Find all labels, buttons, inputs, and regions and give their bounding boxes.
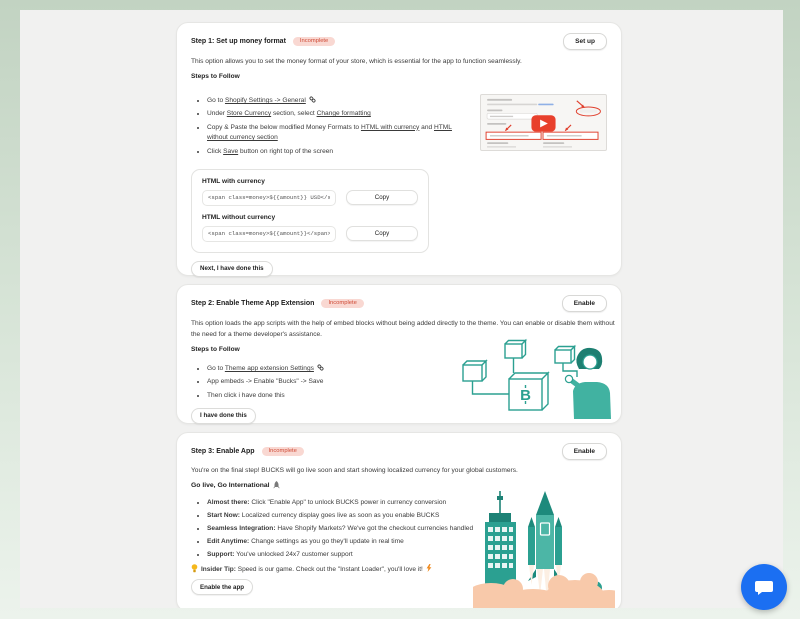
- theme-extension-settings-link[interactable]: Theme app extension Settings: [224, 365, 314, 372]
- step2-description: This option loads the app scripts with the help of embed blocks without being added directly to the theme. You can enable or disable them without the need for a theme developer's assistance.: [191, 320, 615, 338]
- bullet-text: Have Shopify Markets? We've got the checkout currencies handled: [275, 524, 474, 532]
- step3-enable-app-button[interactable]: Enable the app: [191, 579, 253, 595]
- app-page: [20, 10, 783, 608]
- list-item: [207, 524, 477, 534]
- lightbulb-icon: [191, 564, 198, 573]
- bullet-text: Under: [207, 110, 227, 118]
- step2-card: [176, 284, 622, 424]
- step3-headline: Go live, Go International: [191, 481, 270, 489]
- step1-card: [176, 22, 622, 276]
- step2-title: Step 2: Enable Theme App Extension: [191, 300, 315, 307]
- lightning-icon: [426, 564, 432, 572]
- tip-label: Insider Tip:: [201, 566, 236, 574]
- step2-enable-button[interactable]: Enable: [562, 295, 607, 312]
- link-icon: [309, 96, 316, 103]
- copy-button[interactable]: Copy: [346, 226, 418, 241]
- step1-bullet-list: [191, 96, 473, 160]
- bullet-text: button on right top of the screen: [238, 147, 334, 155]
- html-with-currency-label: HTML with currency: [202, 177, 265, 185]
- bullet-text: section, select: [271, 110, 317, 118]
- step2-done-button[interactable]: I have done this: [191, 408, 256, 424]
- bullet-label: Seamless Integration:: [207, 524, 276, 532]
- save-ref: Save: [223, 147, 239, 155]
- step3-title: Step 3: Enable App: [191, 448, 255, 455]
- money-format-box: [191, 169, 429, 253]
- html-without-currency-input[interactable]: [202, 226, 336, 242]
- setup-guide: [176, 22, 622, 608]
- insider-tip: [191, 564, 491, 573]
- svg-text:B: B: [520, 387, 531, 404]
- bullet-label: Edit Anytime:: [207, 537, 250, 545]
- rocket-launch-illustration: [473, 485, 615, 608]
- step2-steps-heading: Steps to Follow: [191, 346, 240, 353]
- bullet-label: Start Now:: [207, 511, 240, 519]
- step1-done-button[interactable]: Next, I have done this: [191, 261, 273, 277]
- step1-status-badge: Incomplete: [293, 37, 335, 47]
- play-icon[interactable]: [531, 115, 555, 131]
- html-with-currency-ref: HTML with currency: [360, 123, 420, 131]
- step3-status-badge: Incomplete: [262, 447, 304, 457]
- change-formatting-ref: Change formatting: [316, 110, 371, 118]
- rocket-icon: [273, 481, 280, 489]
- list-item: [207, 498, 477, 508]
- theme-extension-illustration: [455, 335, 613, 419]
- step3-enable-button[interactable]: Enable: [562, 443, 607, 460]
- list-item: [207, 147, 473, 158]
- bullet-text: Click "Enable App" to unlock BUCKS power in currency conversion: [249, 499, 447, 506]
- tip-text: Speed is our game. Check out the "Instant Loader", you'll love it!: [235, 566, 423, 574]
- step1-title: Step 1: Set up money format: [191, 38, 286, 45]
- list-item: [207, 364, 471, 375]
- tutorial-video-thumbnail[interactable]: [480, 94, 607, 151]
- link-icon: [317, 364, 324, 371]
- step1-steps-heading: Steps to Follow: [191, 73, 240, 80]
- bullet-text: and: [419, 123, 434, 131]
- list-item: [207, 391, 471, 402]
- bullet-label: Almost there:: [207, 499, 250, 506]
- list-item: [207, 511, 477, 521]
- bullet-text: You've unlocked 24x7 customer support: [234, 550, 353, 558]
- list-item: [207, 109, 473, 120]
- html-with-currency-input[interactable]: [202, 190, 336, 206]
- store-currency-ref: Store Currency: [226, 110, 272, 118]
- bullet-text: Change settings as you go they'll update in real time: [249, 537, 404, 545]
- bullet-text: Click: [207, 147, 224, 155]
- html-without-currency-label: HTML without currency: [202, 213, 276, 221]
- list-item: [207, 550, 477, 560]
- bullet-text: Then click i have done this: [207, 391, 285, 399]
- chat-launcher-button[interactable]: [741, 564, 787, 610]
- bullet-text: Localized currency display goes live as soon as you enable BUCKS: [239, 511, 440, 519]
- step2-status-badge: Incomplete: [321, 299, 363, 309]
- list-item: [207, 377, 471, 388]
- step3-description: You're on the final step! BUCKS will go live soon and start showing localized currency for your global customers.: [191, 467, 518, 474]
- chat-bubble-icon: [753, 576, 775, 598]
- step1-setup-button[interactable]: Set up: [563, 33, 607, 50]
- bullet-text: Go to: [207, 97, 225, 104]
- bullet-text: App embeds -> Enable "Bucks" -> Save: [207, 378, 324, 386]
- bullet-text: Go to: [207, 365, 225, 372]
- shopify-settings-link[interactable]: Shopify Settings -> General: [224, 97, 306, 104]
- html-without-currency-ref: HTML without currency section: [207, 123, 452, 142]
- step3-bullet-list: [191, 498, 477, 560]
- bullet-text: Copy & Paste the below modified Money Formats to: [207, 123, 361, 131]
- copy-button[interactable]: Copy: [346, 190, 418, 205]
- list-item: [207, 96, 473, 107]
- list-item: [207, 123, 473, 145]
- bullet-label: Support:: [207, 550, 235, 558]
- step3-card: [176, 432, 622, 608]
- step1-description: This option allows you to set the money format of your store, which is essential for the app to function seamlessly.: [191, 58, 522, 65]
- step2-bullet-list: [191, 364, 471, 401]
- list-item: [207, 537, 477, 547]
